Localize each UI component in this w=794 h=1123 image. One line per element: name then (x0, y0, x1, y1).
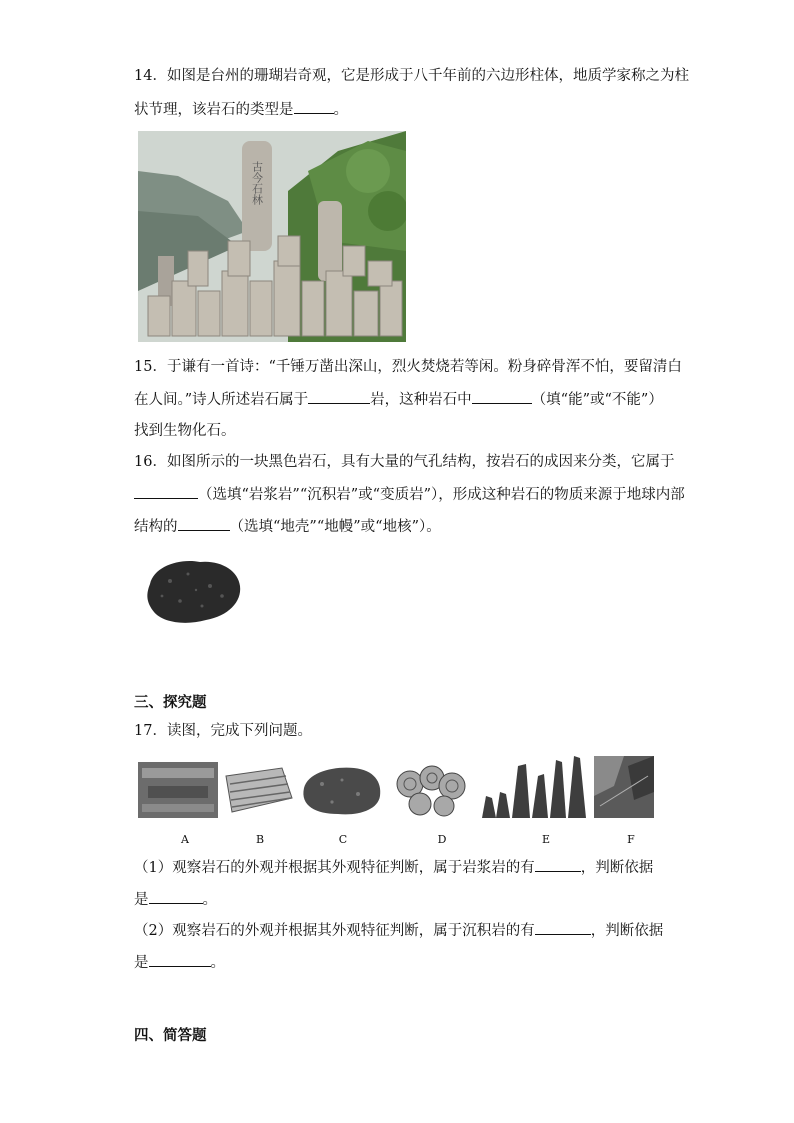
coral-rock-columns-photo (138, 131, 406, 342)
q15-line2 (134, 389, 663, 410)
q16-line1: 16．如图所示的一块黑色岩石，具有大量的气孔结构，按岩石的成因来分类，它属于 (134, 454, 675, 470)
rock-label-e: E (541, 833, 551, 846)
q16-line3 (134, 516, 441, 537)
q17-p2-blank-2[interactable] (149, 952, 211, 967)
rock-photo-d (392, 762, 472, 818)
q15-line3: 找到生物化石。 (134, 423, 236, 439)
q17-p1-text-b: ，判断依据 (580, 860, 654, 876)
rock-label-a: A (181, 833, 189, 846)
monument-inscription: 古今石林 (250, 161, 264, 205)
q17-p2-text-c: 是 (134, 955, 149, 971)
section-4-heading: 四、简答题 (134, 1028, 207, 1044)
q17-part2-line1 (134, 920, 663, 941)
rock-photo-b (222, 762, 294, 818)
q17-intro: 17．读图，完成下列问题。 (134, 723, 312, 739)
q15-line1: 15．于谦有一首诗：“千锤万凿出深山，烈火焚烧若等闲。粉身碎骨浑不怕，要留清白 (134, 359, 682, 375)
rock-label-b: B (255, 833, 265, 846)
q15-text-c: （填“能”或“不能”） (531, 392, 663, 408)
q14-text-a: 状节理，该岩石的类型是 (134, 102, 294, 118)
q14-line2 (134, 99, 348, 120)
q17-part1-line1 (134, 857, 653, 878)
rock-photo-e (482, 756, 586, 818)
q14-answer-blank[interactable] (294, 99, 334, 114)
q15-answer-blank-2[interactable] (472, 389, 532, 404)
section-3-heading: 三、探究题 (134, 695, 207, 711)
q17-p2-blank-1[interactable] (535, 920, 591, 935)
q15-text-a: 在人间。”诗人所述岩石属于 (134, 392, 309, 408)
q17-p2-text-a: （2）观察岩石的外观并根据其外观特征判断，属于沉积岩的有 (134, 923, 535, 939)
rock-photo-c (298, 762, 384, 818)
q17-p2-text-b: ，判断依据 (590, 923, 664, 939)
rock-label-f: F (627, 833, 635, 846)
rock-label-d: D (437, 833, 447, 846)
q17-p2-text-d: 。 (210, 955, 225, 971)
rock-label-c: C (338, 833, 348, 846)
q14-text-b: 。 (333, 102, 348, 118)
q16-answer-blank-2[interactable] (178, 516, 230, 531)
q16-answer-blank-1[interactable] (134, 484, 198, 499)
q17-p1-blank-2[interactable] (149, 889, 203, 904)
q14-line1: 14．如图是台州的珊瑚岩奇观，它是形成于八千年前的六边形柱体，地质学家称之为柱 (134, 68, 689, 84)
q15-text-b: 岩，这种岩石中 (370, 392, 472, 408)
q17-part1-line2 (134, 889, 217, 910)
rock-photo-a (138, 762, 218, 818)
q16-text-c: （选填“地壳”“地幔”或“地核”）。 (229, 519, 441, 535)
q17-part2-line2 (134, 952, 225, 973)
q15-answer-blank-1[interactable] (308, 389, 370, 404)
q17-p1-text-c: 是 (134, 892, 149, 908)
rock-photo-f (594, 756, 654, 818)
q16-text-b: （选填“岩浆岩”“沉积岩”或“变质岩”），形成这种岩石的物质来源于地球内部 (198, 487, 685, 503)
q17-p1-text-d: 。 (202, 892, 217, 908)
q17-p1-blank-1[interactable] (535, 857, 581, 872)
q17-p1-text-a: （1）观察岩石的外观并根据其外观特征判断，属于岩浆岩的有 (134, 860, 535, 876)
black-porous-rock-photo (140, 556, 244, 626)
q16-text-a: 结构的 (134, 519, 178, 535)
q16-line2 (134, 484, 685, 505)
